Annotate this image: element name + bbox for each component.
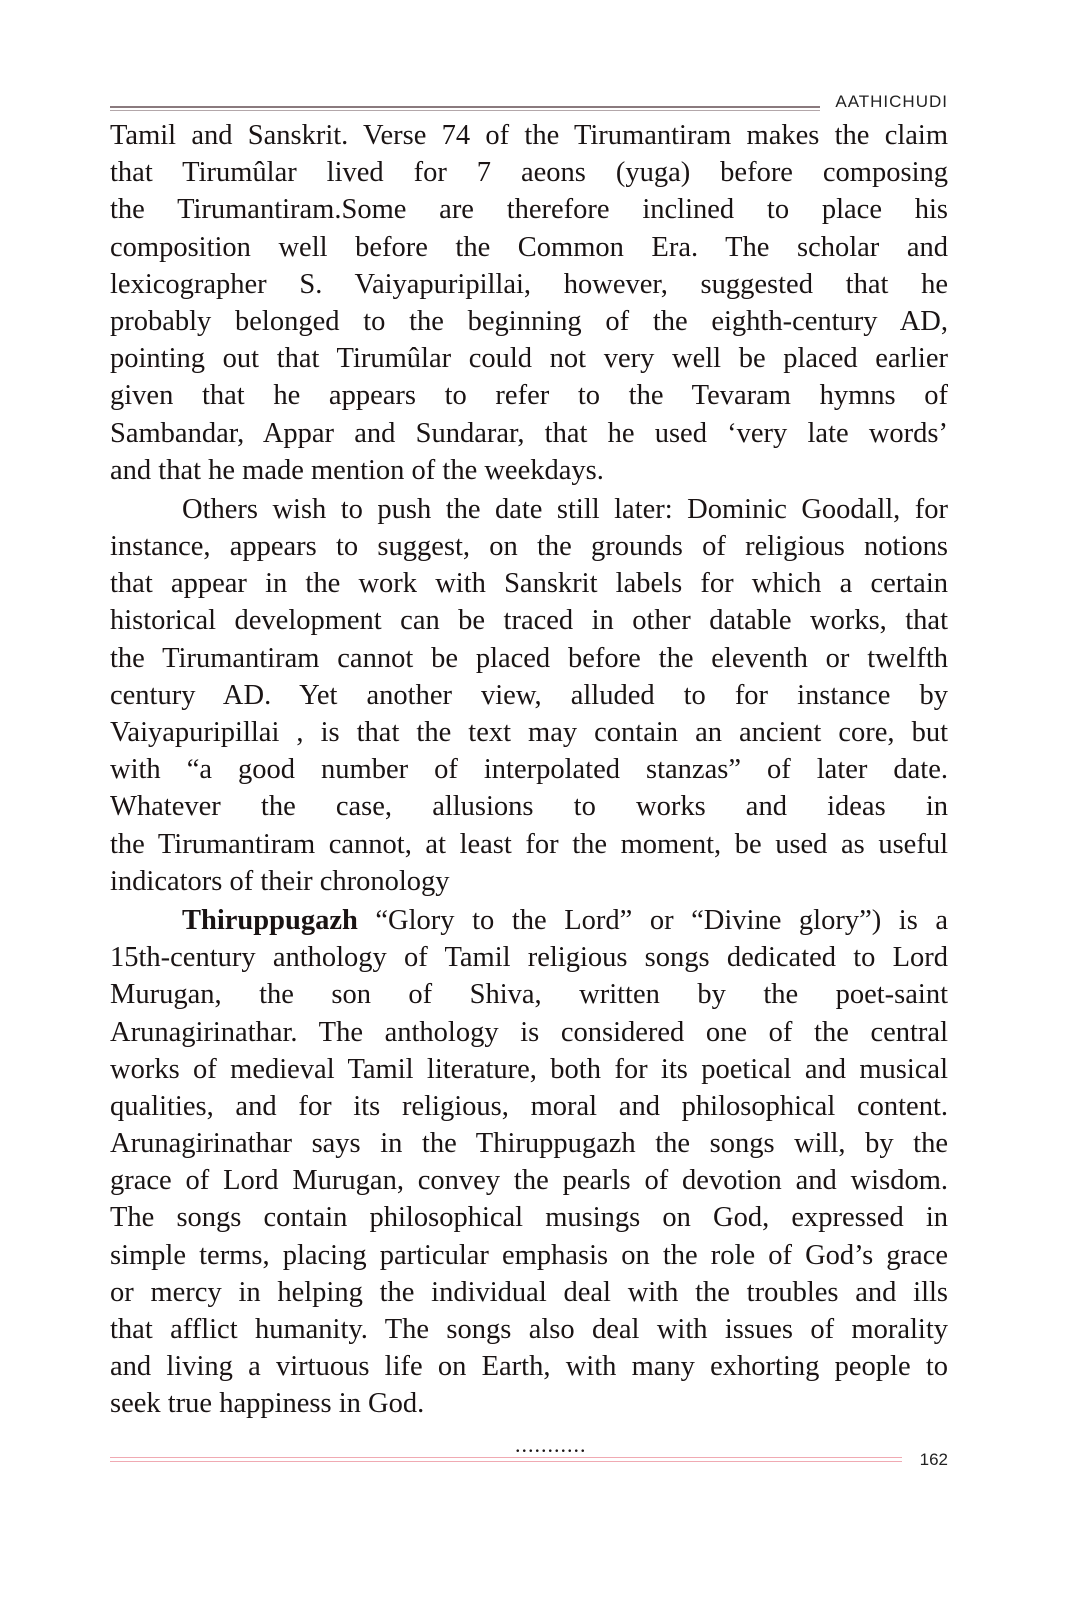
line-text: qualities, and for its religious, moral and philosophical content. [110, 1090, 948, 1122]
text-line [110, 1237, 948, 1274]
text-line [110, 452, 948, 489]
text-line [110, 154, 948, 191]
paragraph [110, 117, 948, 489]
line-text: indicators of their chronology [110, 865, 450, 897]
line-text: Arunagirinathar says in the Thiruppugazh the songs will, by the [110, 1128, 948, 1160]
text-line [110, 1014, 948, 1051]
section-separator: ........... [515, 1432, 587, 1457]
line-text: and that he made mention of the weekdays. [110, 454, 604, 486]
text-line [110, 677, 948, 714]
line-text: instance, appears to suggest, on the grounds of religious notions [110, 531, 948, 563]
text-line [110, 191, 948, 228]
paragraph [110, 491, 948, 900]
text-line [110, 1274, 948, 1311]
line-text: grace of Lord Murugan, convey the pearls of devotion and wisdom. [110, 1165, 948, 1197]
line-text: “Glory to the Lord” or “Divine glory”) is a [357, 904, 948, 936]
line-text: probably belonged to the beginning of the eighth-century AD, [110, 305, 948, 337]
text-line [110, 528, 948, 565]
page-footer [110, 1450, 948, 1472]
header-rule [110, 106, 820, 108]
text-line [110, 1125, 948, 1162]
line-text: seek true happiness in God. [110, 1388, 425, 1420]
text-line [110, 229, 948, 266]
line-text: that appear in the work with Sanskrit labels for which a certain [110, 568, 948, 600]
line-text: Murugan, the son of Shiva, written by the poet-saint [110, 979, 948, 1011]
line-text: Whatever the case, allusions to works and ideas in [110, 791, 948, 823]
text-line [110, 826, 948, 863]
line-text: historical development can be traced in other datable works, that [110, 605, 948, 637]
text-line [110, 751, 948, 788]
body-text [110, 117, 948, 1425]
line-text: lexicographer S. Vaiyapuripillai, however, suggested that he [110, 268, 948, 300]
text-line [110, 902, 948, 939]
text-line [110, 602, 948, 639]
line-text: pointing out that Tirumûlar could not very well be placed earlier [110, 343, 948, 375]
text-line [110, 1162, 948, 1199]
line-text: and living a virtuous life on Earth, with many exhorting people to [110, 1351, 948, 1383]
text-line [110, 1385, 948, 1422]
text-line [110, 863, 948, 900]
line-text: the Tirumantiram.Some are therefore inclined to place his [110, 194, 948, 226]
text-line [110, 640, 948, 677]
line-text: 15th-century anthology of Tamil religious songs dedicated to Lord [110, 942, 948, 974]
text-line [110, 1088, 948, 1125]
footer-rule [110, 1457, 902, 1458]
paragraph [110, 902, 948, 1423]
footer-rule [110, 1461, 902, 1462]
running-header [110, 92, 948, 114]
running-title: AATHICHUDI [835, 92, 948, 111]
text-line [110, 565, 948, 602]
text-line [110, 976, 948, 1013]
text-line [110, 303, 948, 340]
text-line [110, 714, 948, 751]
line-text: Vaiyapuripillai , is that the text may contain an ancient core, but [110, 717, 948, 748]
text-line [110, 117, 948, 154]
line-text: Arunagirinathar. The anthology is considered one of the central [110, 1016, 948, 1048]
line-text: simple terms, placing particular emphasis on the role of God’s grace [110, 1239, 948, 1271]
text-line [110, 340, 948, 377]
line-text: with “a good number of interpolated stanzas” of later date. [110, 754, 948, 786]
text-line [110, 1311, 948, 1348]
line-text: century AD. Yet another view, alluded to for instance by [110, 679, 948, 711]
text-line [110, 1348, 948, 1385]
line-text: The songs contain philosophical musings on God, expressed in [110, 1202, 948, 1234]
header-rule [110, 110, 820, 111]
line-text: works of medieval Tamil literature, both for its poetical and musical [110, 1053, 948, 1085]
text-line [110, 788, 948, 825]
line-text: composition well before the Common Era. The scholar and [110, 231, 948, 263]
text-line [110, 415, 948, 452]
line-text: or mercy in helping the individual deal with the troubles and ills [110, 1276, 948, 1308]
page-number: 162 [919, 1450, 948, 1469]
line-text: the Tirumantiram cannot, at least for the moment, be used as useful [110, 828, 948, 860]
text-line [110, 1199, 948, 1236]
line-text: the Tirumantiram cannot be placed before the eleventh or twelfth [110, 642, 948, 674]
text-line [110, 266, 948, 303]
text-line [110, 939, 948, 976]
text-line [110, 377, 948, 414]
line-text: Sambandar, Appar and Sundarar, that he used ‘very late words’ [110, 417, 948, 449]
bold-term: Thiruppugazh [182, 904, 358, 936]
line-text: given that he appears to refer to the Tevaram hymns of [110, 380, 948, 412]
line-text: that afflict humanity. The songs also deal with issues of morality [110, 1314, 948, 1345]
text-line [110, 1051, 948, 1088]
line-text: that Tirumûlar lived for 7 aeons (yuga) before composing [110, 157, 948, 189]
line-text: Tamil and Sanskrit. Verse 74 of the Tirumantiram makes the claim [110, 120, 948, 151]
line-text: Others wish to push the date still later: Dominic Goodall, for [182, 493, 948, 525]
text-line [110, 491, 948, 528]
